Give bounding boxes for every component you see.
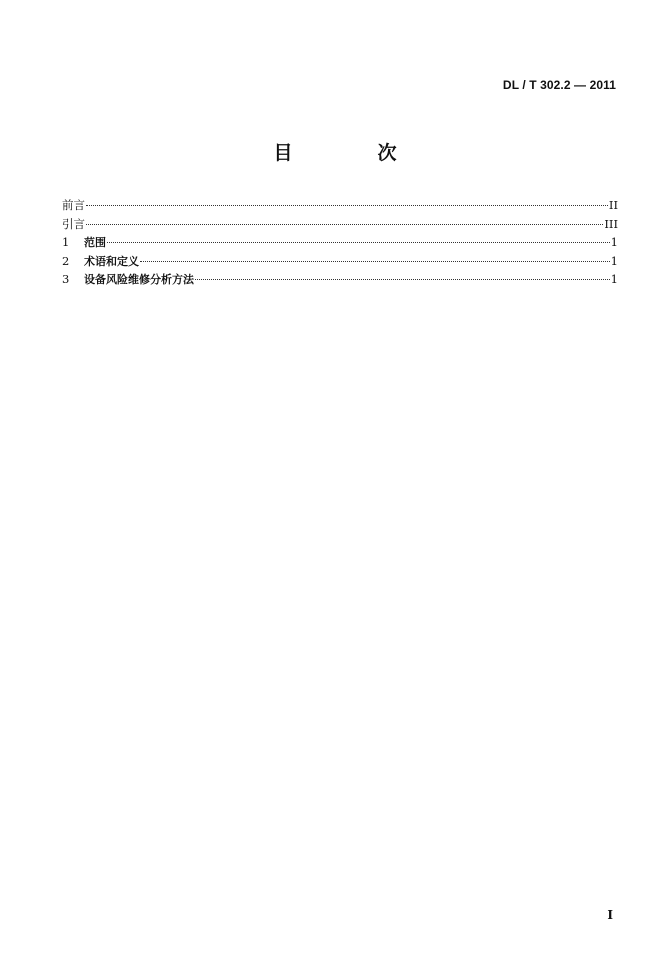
toc-entry-label: 设备风险维修分析方法 — [84, 273, 194, 286]
toc-entry-label: 术语和定义 — [84, 254, 139, 268]
toc-entry-label: 范围 — [84, 236, 106, 249]
standard-code: DL / T 302.2 — 2011 — [502, 78, 616, 92]
toc-leader-dots — [86, 224, 603, 225]
toc-entry-number: 3 — [62, 272, 70, 286]
toc-entry-page: 1 — [610, 235, 618, 249]
toc-entry-label: 引言 — [62, 216, 85, 231]
toc-entry-page: 1 — [610, 253, 618, 268]
toc-entry-foreword[interactable] — [62, 196, 618, 215]
page-number: I — [607, 908, 613, 922]
toc-entry-page: III — [604, 216, 618, 231]
toc-entry-introduction[interactable] — [62, 215, 618, 234]
page-title: 目 次 — [273, 142, 430, 164]
toc-leader-dots — [86, 205, 608, 206]
toc-entry-scope[interactable] — [62, 233, 618, 252]
toc-entry-terms[interactable] — [62, 252, 618, 271]
toc-entry-method[interactable] — [62, 270, 618, 289]
toc-entry-number: 2 — [62, 253, 70, 268]
toc-entry-number: 1 — [62, 235, 70, 249]
toc-leader-dots — [195, 279, 610, 280]
table-of-contents — [62, 196, 618, 289]
toc-leader-dots — [140, 261, 610, 262]
toc-entry-label: 前言 — [62, 198, 85, 212]
toc-leader-dots — [107, 242, 610, 243]
toc-entry-page: II — [608, 198, 618, 212]
toc-entry-page: 1 — [610, 272, 618, 286]
